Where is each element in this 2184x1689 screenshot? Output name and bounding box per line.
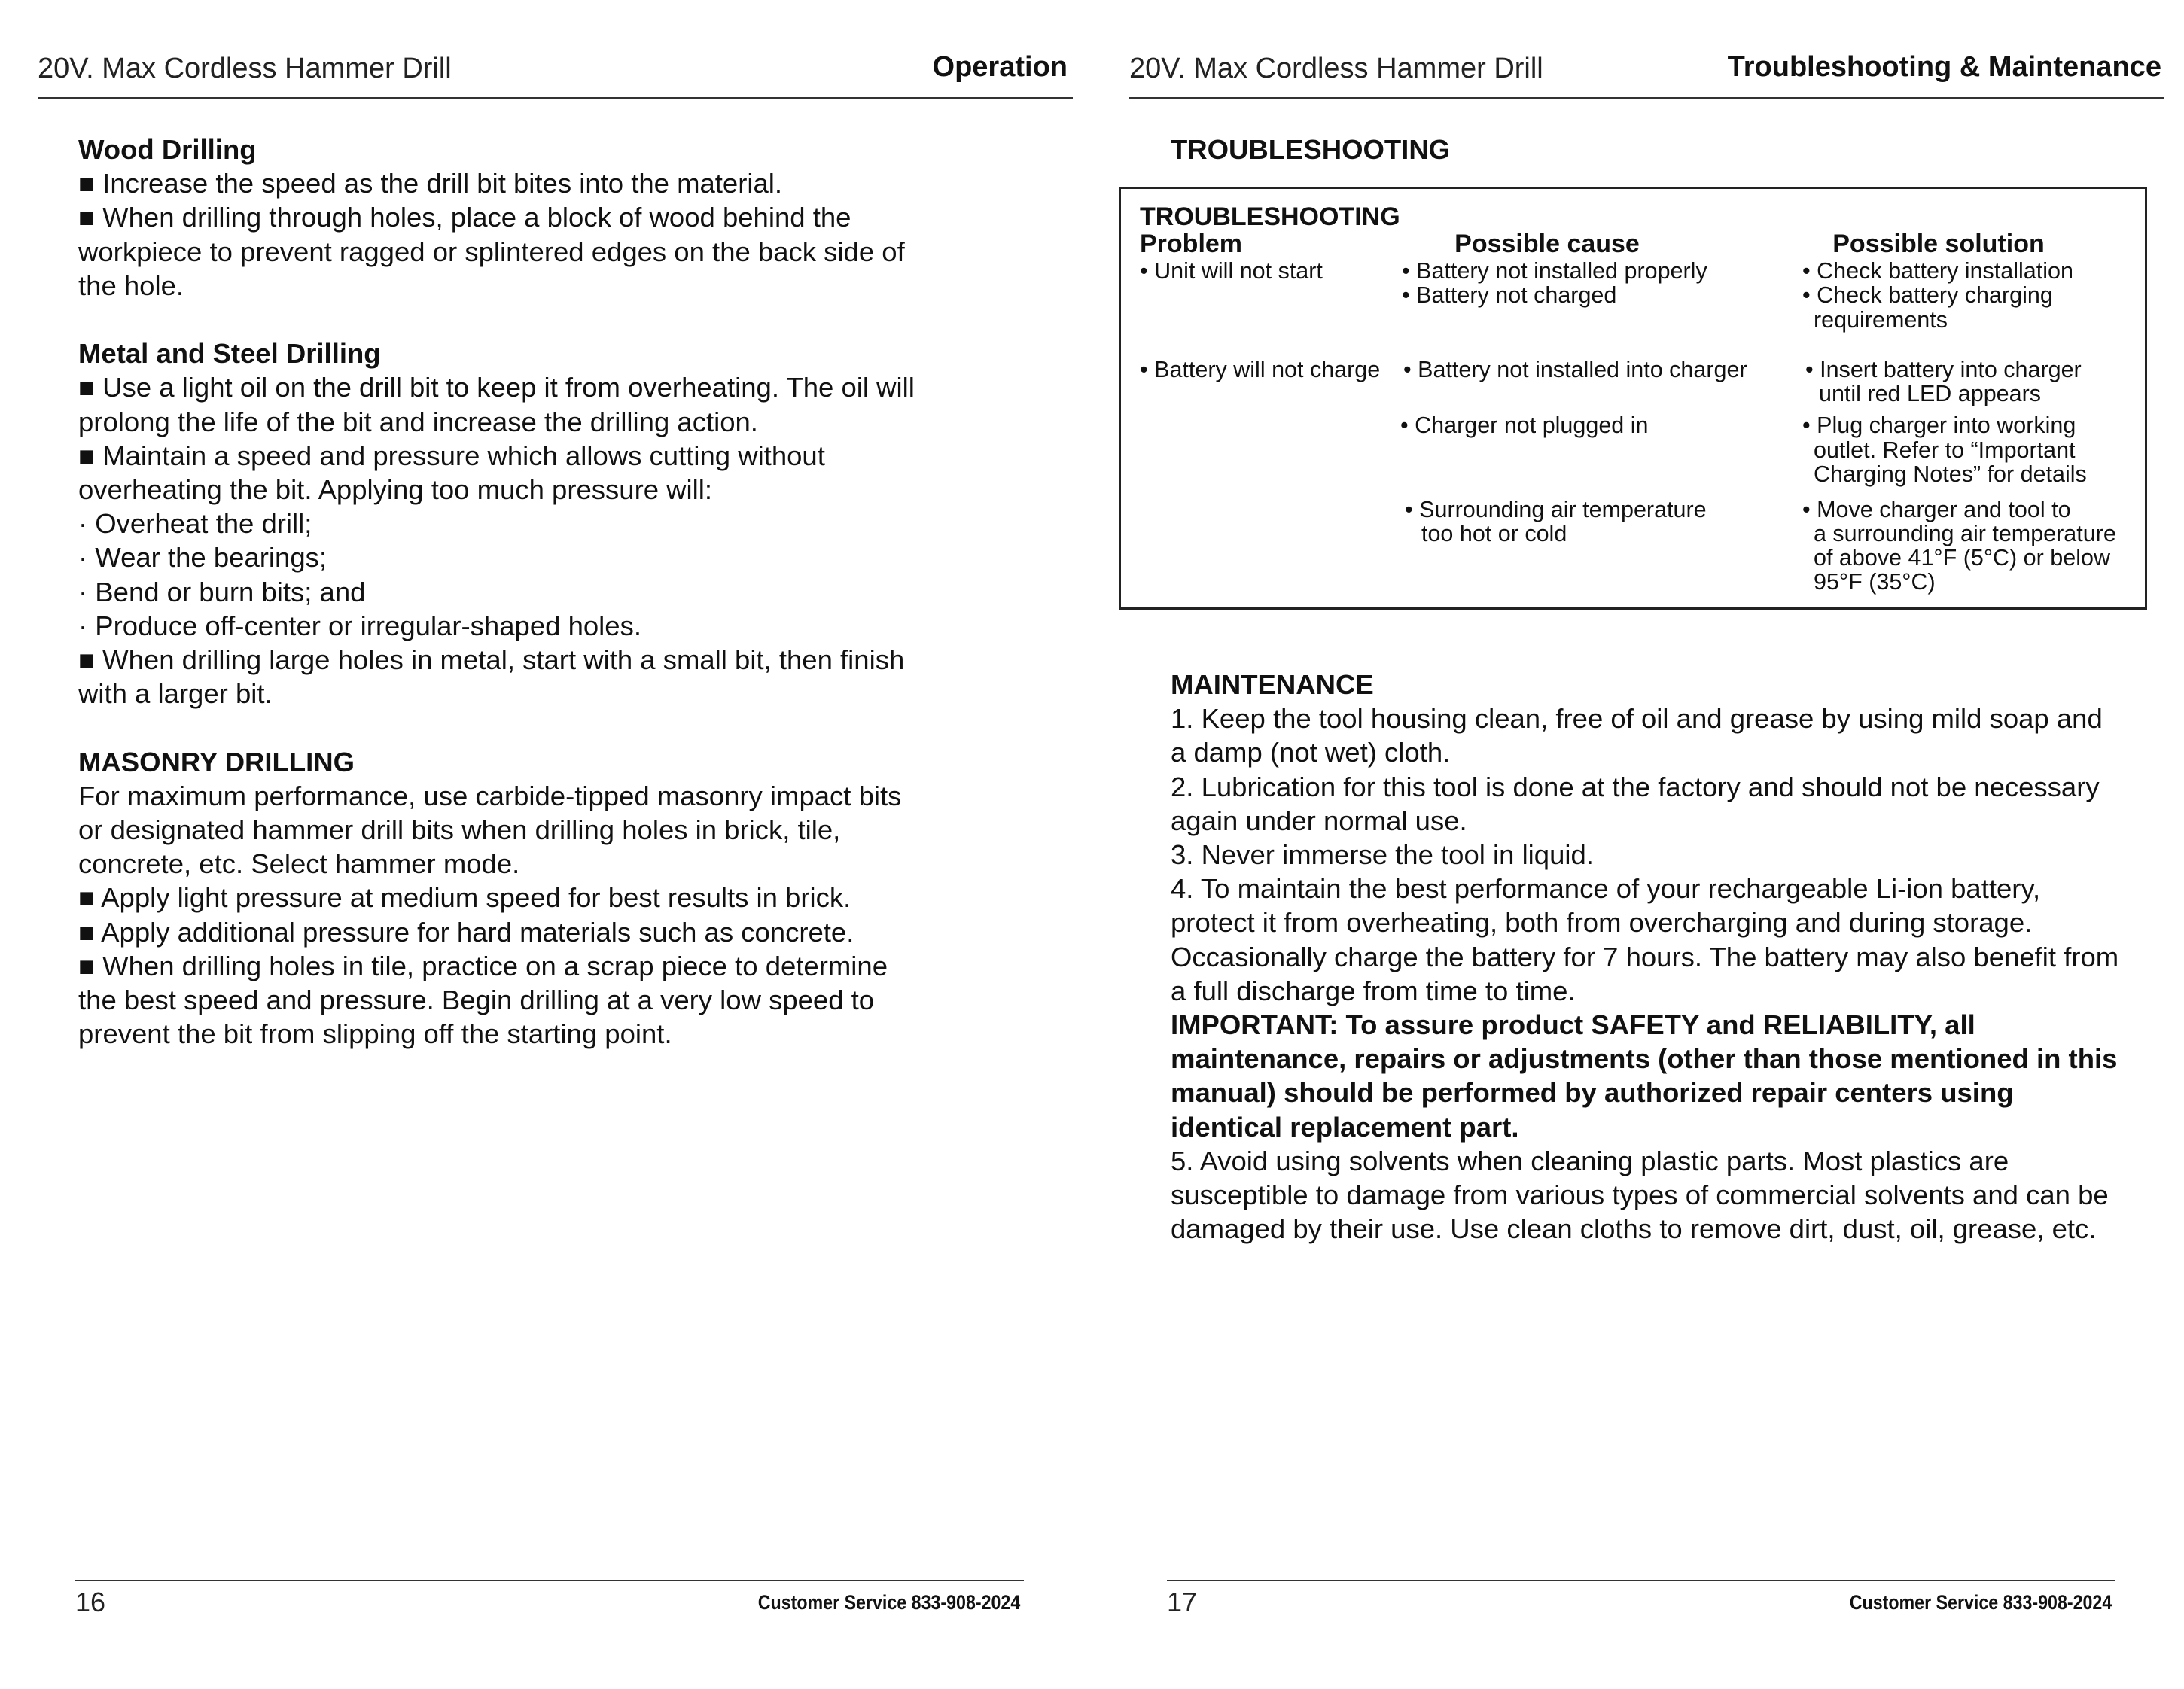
right-footer-customer-service: Customer Service 833-908-2024 bbox=[1849, 1591, 2112, 1614]
row1-solution: • Check battery charging bbox=[1802, 282, 2053, 308]
table-header-problem: Problem bbox=[1140, 230, 1243, 258]
row1-solution: • Check battery installation bbox=[1802, 258, 2073, 284]
para-metal-heading: Metal and Steel Drilling bbox=[78, 338, 381, 370]
left-footer-rule bbox=[75, 1580, 1024, 1581]
para-gap bbox=[78, 303, 921, 336]
para: · Produce off-center or irregular-shaped holes. bbox=[78, 610, 641, 641]
row2-cause: • Battery not installed into charger bbox=[1403, 357, 1747, 382]
row4-cause: too hot or cold bbox=[1421, 521, 1567, 546]
para: ■ When drilling large holes in metal, start with a small bit, then finish with a larger bit. bbox=[78, 644, 905, 710]
para: ■ When drilling through holes, place a block of wood behind the workpiece to prevent ragged or splintered edges on the back side of the hole. bbox=[78, 202, 905, 301]
para: ■ Increase the speed as the drill bit bites into the material. bbox=[78, 168, 783, 199]
maintenance-heading: MAINTENANCE bbox=[1171, 669, 1374, 700]
left-header-section: Operation bbox=[932, 51, 1068, 83]
left-page-number: 16 bbox=[75, 1587, 106, 1617]
right-header-title: 20V. Max Cordless Hammer Drill bbox=[1129, 53, 1543, 84]
troubleshooting-heading: TROUBLESHOOTING bbox=[1171, 134, 1451, 165]
left-header-rule bbox=[38, 97, 1073, 99]
para: ■ Apply additional pressure for hard materials such as concrete. bbox=[78, 916, 854, 948]
maintenance-text bbox=[1171, 668, 2123, 1246]
left-header-title: 20V. Max Cordless Hammer Drill bbox=[38, 53, 452, 84]
right-page-number: 17 bbox=[1167, 1587, 1198, 1617]
para-gap bbox=[78, 711, 921, 744]
para: ■ Apply light pressure at medium speed for best results in brick. bbox=[78, 882, 851, 914]
right-footer-rule bbox=[1167, 1580, 2115, 1581]
table-header-solution: Possible solution bbox=[1832, 230, 2045, 258]
row3-solution: Charging Notes” for details bbox=[1814, 461, 2087, 487]
row1-solution: requirements bbox=[1814, 307, 1948, 333]
table-header-cause: Possible cause bbox=[1454, 230, 1640, 258]
table-title: TROUBLESHOOTING bbox=[1140, 202, 1400, 231]
row3-solution: outlet. Refer to “Important bbox=[1814, 437, 2076, 463]
left-body-text bbox=[78, 132, 921, 1051]
row4-solution: of above 41°F (5°C) or below bbox=[1814, 545, 2110, 571]
para: ■ When drilling holes in tile, practice on a scrap piece to determine the best speed and pressure. Begin drilling at a very low speed to prevent the bit from slipping off the starting point. bbox=[78, 950, 888, 1050]
row1-cause: • Battery not installed properly bbox=[1402, 258, 1707, 284]
maintenance-important: IMPORTANT: To assure product SAFETY and RELIABILITY, all maintenance, repairs or adjustments (other than those mentioned in this manual) should be performed by authorized repair centers using identical replacement part. bbox=[1171, 1009, 2118, 1143]
row1-problem: • Unit will not start bbox=[1140, 258, 1323, 284]
row2-solution: until red LED appears bbox=[1819, 381, 2042, 406]
para: ■ Use a light oil on the drill bit to keep it from overheating. The oil will prolong the life of the bit and increase the drilling action. bbox=[78, 372, 915, 437]
row4-cause: • Surrounding air temperature bbox=[1405, 497, 1707, 522]
maintenance-item: 1. Keep the tool housing clean, free of oil and grease by using mild soap and a damp (not wet) cloth. bbox=[1171, 703, 2103, 768]
para: · Bend or burn bits; and bbox=[78, 576, 366, 607]
maintenance-item: 5. Avoid using solvents when cleaning plastic parts. Most plastics are susceptible to damage from various types of commercial solvents and can be damaged by their use. Use clean cloths to remove dirt, dust, oil, grease, etc. bbox=[1171, 1145, 2109, 1245]
row2-problem: • Battery will not charge bbox=[1140, 357, 1381, 382]
row1-cause: • Battery not charged bbox=[1402, 282, 1617, 308]
para-masonry-heading: MASONRY DRILLING bbox=[78, 746, 355, 778]
para-wood-heading: Wood Drilling bbox=[78, 134, 257, 165]
row2-solution: • Insert battery into charger bbox=[1805, 357, 2082, 382]
row4-solution: 95°F (35°C) bbox=[1814, 569, 1936, 595]
right-header-section: Troubleshooting & Maintenance bbox=[1727, 51, 2161, 83]
row3-solution: • Plug charger into working bbox=[1802, 412, 2076, 438]
maintenance-item: 4. To maintain the best performance of your rechargeable Li-ion battery, protect it from overheating, both from overcharging and during storage. Occasionally charge the battery for 7 hours. The battery may also benefit from a full discharge from time to time. bbox=[1171, 873, 2119, 1006]
para: · Overheat the drill; bbox=[78, 508, 312, 540]
right-header-rule bbox=[1129, 97, 2164, 99]
maintenance-item: 3. Never immerse the tool in liquid. bbox=[1171, 839, 1594, 871]
row4-solution: • Move charger and tool to bbox=[1802, 497, 2071, 522]
para: ■ Maintain a speed and pressure which allows cutting without overheating the bit. Applying too much pressure will: bbox=[78, 440, 825, 506]
maintenance-item: 2. Lubrication for this tool is done at the factory and should not be necessary again under normal use. bbox=[1171, 771, 2100, 836]
row4-solution: a surrounding air temperature bbox=[1814, 521, 2116, 546]
para: For maximum performance, use carbide-tipped masonry impact bits or designated hammer drill bits when drilling holes in brick, tile, concrete, etc. Select hammer mode. bbox=[78, 780, 902, 880]
para: · Wear the bearings; bbox=[78, 542, 327, 574]
left-footer-customer-service: Customer Service 833-908-2024 bbox=[757, 1591, 1020, 1614]
row3-cause: • Charger not plugged in bbox=[1400, 412, 1649, 438]
